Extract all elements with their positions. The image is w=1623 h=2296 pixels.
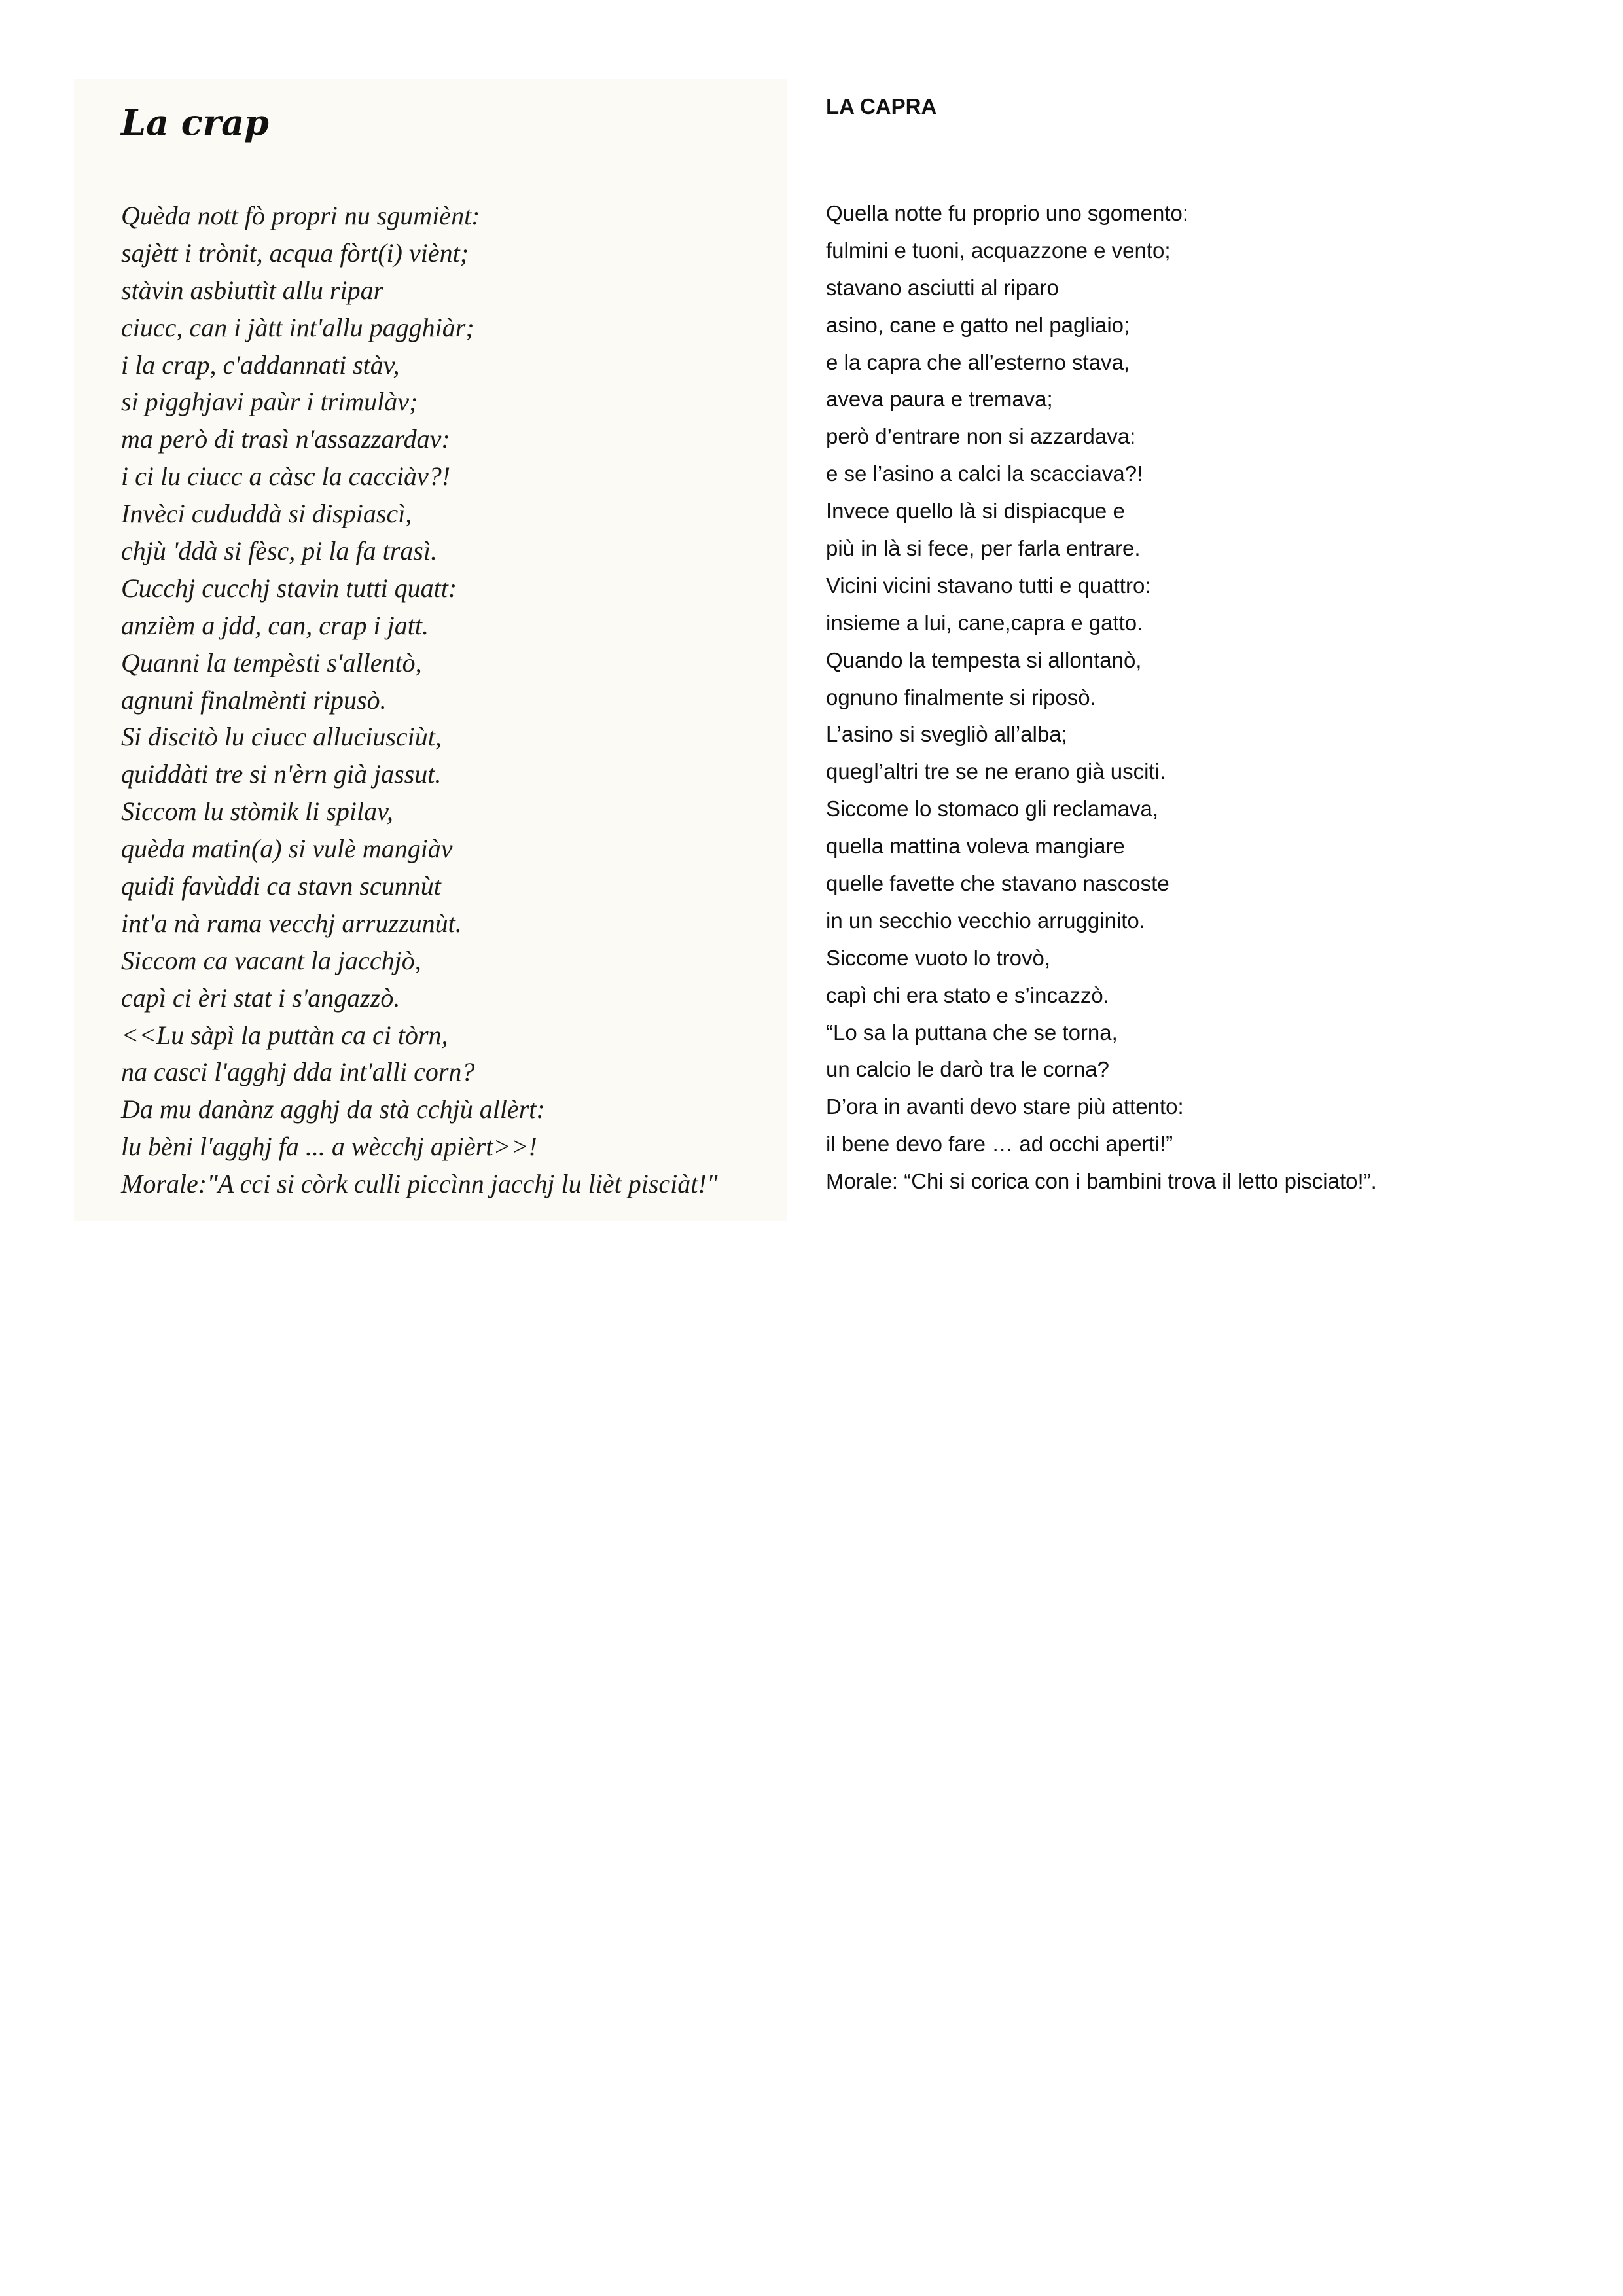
- poem-line: quiddàti tre si n'èrn già jassut.: [121, 759, 442, 789]
- poem-line: ma però di trasì n'assazzardav:: [121, 424, 450, 454]
- poem-line: Si discitò lu ciucc alluciusciùt,: [121, 722, 442, 752]
- poem-line: Quèda nott fò propri nu sgumiènt:: [121, 201, 480, 230]
- poem-line: però d’entrare non si azzardava:: [826, 424, 1136, 449]
- poem-line: più in là si fece, per farla entrare.: [826, 536, 1141, 561]
- poem-line: quella mattina voleva mangiare: [826, 834, 1125, 859]
- poem-line: Invèci cududdà si dispiascì,: [121, 499, 412, 529]
- dialect-poem-lines: [121, 198, 718, 1203]
- poem-line: agnuni finalmènti ripusò.: [121, 685, 387, 715]
- poem-line: Siccome vuoto lo trovò,: [826, 945, 1050, 970]
- poem-line: il bene devo fare … ad occhi aperti!”: [826, 1132, 1173, 1157]
- poem-line: asino, cane e gatto nel pagliaio;: [826, 312, 1130, 337]
- poem-line: na casci l'agghj dda int'alli corn?: [121, 1057, 475, 1087]
- poem-line: si pigghjavi paùr i trimulàv;: [121, 387, 418, 417]
- poem-line: i la crap, c'addannati stàv,: [121, 350, 400, 380]
- dialect-poem-title: La crap: [121, 101, 269, 143]
- poem-line: quèda matin(a) si vulè mangiàv: [121, 834, 453, 864]
- poem-line: i ci lu ciucc a càsc la cacciàv?!: [121, 461, 451, 492]
- poem-line: Morale:"A cci si còrk culli piccìnn jacchj lu lièt pisciàt!": [121, 1169, 718, 1199]
- poem-line: capì ci èri stat i s'angazzò.: [121, 982, 401, 1013]
- poem-line: quegl’altri tre se ne erano già usciti.: [826, 759, 1166, 784]
- poem-line: un calcio le darò tra le corna?: [826, 1057, 1109, 1082]
- poem-line: Morale: “Chi si corica con i bambini trova il letto pisciato!”.: [826, 1169, 1377, 1194]
- poem-line: insieme a lui, cane,capra e gatto.: [826, 610, 1143, 635]
- poem-line: aveva paura e tremava;: [826, 387, 1053, 412]
- poem-line: Quella notte fu proprio uno sgomento:: [826, 201, 1189, 225]
- poem-line: capì chi era stato e s’incazzò.: [826, 982, 1109, 1007]
- poem-line: Siccome lo stomaco gli reclamava,: [826, 797, 1159, 821]
- poem-line: Quanni la tempèsti s'allentò,: [121, 647, 422, 677]
- poem-line: stavano asciutti al riparo: [826, 275, 1059, 300]
- poem-line: sajètt i trònit, acqua fòrt(i) viènt;: [121, 238, 469, 268]
- poem-line: D’ora in avanti devo stare più attento:: [826, 1094, 1184, 1119]
- poem-line: <<Lu sàpì la puttàn ca ci tòrn,: [121, 1020, 448, 1050]
- translation-title: LA CAPRA: [826, 94, 937, 118]
- poem-line: quidi favùddi ca stavn scunnùt: [121, 871, 441, 901]
- poem-line: e se l’asino a calci la scacciava?!: [826, 461, 1143, 486]
- poem-line: L’asino si svegliò all’alba;: [826, 722, 1067, 747]
- poem-line: int'a nà rama vecchj arruzzunùt.: [121, 908, 462, 938]
- poem-line: Siccom lu stòmik li spilav,: [121, 797, 393, 827]
- poem-line: Quando la tempesta si allontanò,: [826, 647, 1142, 672]
- poem-line: lu bèni l'agghj fa ... a wècchj apièrt>>!: [121, 1132, 537, 1162]
- poem-line: chjù 'ddà si fèsc, pi la fa trasì.: [121, 536, 437, 566]
- poem-line: stàvin asbiuttìt allu ripar: [121, 275, 384, 305]
- poem-line: Vicini vicini stavano tutti e quattro:: [826, 573, 1151, 598]
- translation-lines: [826, 195, 1377, 1200]
- poem-line: in un secchio vecchio arrugginito.: [826, 908, 1145, 933]
- poem-line: ciucc, can i jàtt int'allu pagghiàr;: [121, 312, 474, 342]
- poem-line: Invece quello là si dispiacque e: [826, 499, 1125, 524]
- poem-line: “Lo sa la puttana che se torna,: [826, 1020, 1118, 1045]
- poem-line: Da mu danànz agghj da stà cchjù allèrt:: [121, 1094, 545, 1124]
- poem-line: Cucchj cucchj stavin tutti quatt:: [121, 573, 457, 603]
- poem-line: anzièm a jdd, can, crap i jatt.: [121, 610, 429, 640]
- poem-line: e la capra che all’esterno stava,: [826, 350, 1130, 374]
- poem-line: ognuno finalmente si riposò.: [826, 685, 1096, 709]
- poem-line: fulmini e tuoni, acquazzone e vento;: [826, 238, 1171, 262]
- poem-line: quelle favette che stavano nascoste: [826, 871, 1169, 896]
- poem-line: Siccom ca vacant la jacchjò,: [121, 945, 421, 975]
